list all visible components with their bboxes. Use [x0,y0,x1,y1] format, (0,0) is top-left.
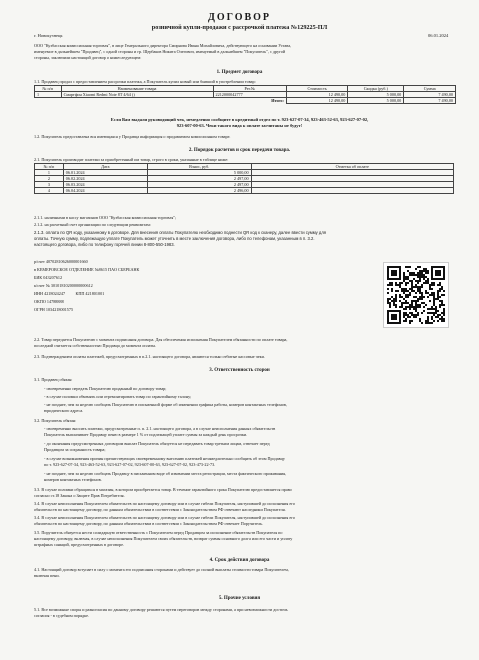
seller-duty: - в случае поломки обменять или отремонтировать товар по гарантийному талону; [44,394,192,399]
seller-duty: - своевременно передать Покупателю проданный по договору товар; [44,386,167,391]
goods-cell: 5 000,00 [348,92,404,98]
goods-col-reg: Рег.№ [213,86,286,92]
buyer-duty: по т. 923-627-07-34, 923-463-52-63, 923-627-07-02, 923-607-00-63, 923-627-07-02, 923-473-22-73. [44,462,216,467]
section1-heading: 1. Предмет договора [216,70,263,75]
section2-p23: 2.3. Подтверждением оплаты платежей, предусмотренных в п.2.1. настоящего договора, являются только отбитые кассовые чеки. [34,354,265,359]
goods-total-cell: 7 490,00 [404,98,456,104]
section3-p34: обязательств по настоящему договору, по данным обязательствам в соответствии с Законодательством РФ отвечает Поручитель. [34,521,264,526]
buyer-duty: Продавцом за сохранность товара; [44,447,106,452]
preamble-line: ООО "Кузбасская комиссионная торговля", в лице Генерального директора Смирнова Ивана Михайловича, действующего на основании Устава, [34,43,292,48]
seller-duty: юридического адреса. [44,408,84,413]
bank-line: ИНН 4218024247 КПП 421801001 [34,291,105,296]
buyer-duty: номеров контактных телефонов. [44,477,102,482]
goods-cell: 2212000042777 [213,92,286,98]
goods-col-name: Наименование товара [61,86,213,92]
goods-col-sum: Сумма [404,86,456,92]
schedule-cell: 2 497,00 [147,176,251,182]
section3-p34: обязательств по настоящему договору, по данным обязательствам в соответствии с Законодательством РФ отвечают наследники Покупателя. [34,507,286,512]
bank-line: в КЕМЕРОВСКОЕ ОТДЕЛЕНИЕ №8615 ПАО СБЕРБАНК [34,267,140,272]
section3-heading: 3. Ответственность сторон [209,368,270,373]
goods-cell: 1 [35,92,62,98]
section3-p34: 3.4. В случае неисполнения Покупателем обязательств по настоящему договору или в случае гибели Покупателя, наступившей до исполнения его [34,515,295,520]
section3-p35: настоящему договору, включая, в случае неисполнения Покупателем своих обязательств, возврат суммы основного долга или его части и уплату [34,536,293,541]
bank-line: БИК 043207612 [34,275,63,280]
buyer-duty: Покупатель выплачивает Продавцу пеню в размере 1 % от подлежащей уплате суммы за каждый день просрочки. [44,432,248,437]
goods-cell: 7 490,00 [404,92,456,98]
section2-heading: 2. Порядок расчетов и срок передачи товара. [188,148,291,153]
section1-p2: 1.2. Покупатель предоставлена вся имеющаяся у Продавца информация о продаваемом комиссионном товаре. [34,134,231,139]
schedule-cell: 1 [35,170,64,176]
section2-p22: 2.2. Товар передается Покупателю с момента подписания договора. Для обеспечения исполнения Покупателем обязанности по оплате товара, [34,337,288,342]
preamble-line: стороны, заключили настоящий договор о нижеследующем: [34,55,142,60]
goods-total-cell: 5 000,00 [348,98,404,104]
schedule-cell: 4 [35,188,64,194]
bank-line: к/счет № 30101810200000000612 [34,283,93,288]
document-title: ДОГОВОР [207,12,272,23]
goods-col-cost: Стоимость [286,86,348,92]
section3-p31: 3.1. Продавец обязан: [34,377,73,382]
goods-total-cell: 12 490,00 [286,98,348,104]
payment-method-line: 2.1.3. оплата по QR коду, указанному в договоре. Для внесения оплаты Покупателю необходимо поднести QR код к сканеру, далее ввести сумму для [34,230,327,235]
goods-cell: 12 490,00 [286,92,348,98]
section1-p1: 1.1. Продавец продал с предоставлением рассрочки платежа, а Покупатель купил новый или бывший в употреблении товар: [34,79,256,84]
goods-col-number: № п/п [35,86,62,92]
goods-cell: Смартфон Xiaomi Redmi Note 8T 4/64 () [61,92,213,98]
payment-qr-code [383,262,449,328]
bank-line: ОКПО 14788888 [34,299,64,304]
schedule-col-number: № п/п [35,164,64,170]
bank-line: р/счет 40702810626000001660 [34,259,88,264]
section2-p22: последний считается собственностью Продавца до момента оплаты. [34,343,157,348]
section4-p: 4.1. Настоящий договор вступает в силу с момента его подписания сторонами и действует до полной выплаты стоимости товара Покупателем, [34,567,289,572]
contract-date: 06.01.2024 [428,33,449,38]
preamble-line: именуемое в дальнейшем "Продавец", с одной стороны и гр. Щербаков Никита Олегович, именуемый в дальнейшем "Покупатель", с другой [34,49,286,54]
section2-p1: 2.1. Покупатель производит платежи за приобретенный им товар, строго в сроки, указанные в таблице ниже: [34,157,229,162]
goods-col-discount: Скидка (руб.) [348,86,404,92]
goods-total-label: Итого: [271,98,284,104]
payment-method-line: 2.1.2. на расчетный счет организации по следующим реквизитам: [34,222,151,227]
schedule-cell [251,188,453,194]
schedule-col-date: Дата [63,164,147,170]
schedule-cell: 06.02.2024 [63,176,147,182]
section4-p: включая пени. [34,573,60,578]
schedule-cell: 06.01.2024 [63,170,147,176]
goods-table [34,85,456,104]
buyer-duty: - своевременно вносить платежи, предусмотренные п. п. 2.1. настоящего договора, а в случае неисполнения данных обязательств [44,426,276,431]
payment-method-line: оплаты. Точную сумму, подлежащую уплате Покупатель может уточнить в месте заключения договора, либо по телефонам, указанным в п. 3.2. [34,236,315,241]
schedule-cell: 2 [35,176,64,182]
section5-p: 5.1. Все возможные споры и разногласия по данному договору решаются путем переговоров между сторонами, а при невозможности достичь [34,607,288,612]
schedule-col-mark: Отметка об оплате [251,164,453,170]
section5-heading: 5. Прочие условия [218,596,261,601]
notice-line: Если Вам выдали руководящий чек, немедленно сообщите в кредитный отдел по т. 923-627-07-34, 923-463-52-63, 923-627-07-02, [110,117,369,122]
schedule-cell: 5 000,00 [147,170,251,176]
section4-heading: 4. Срок действия договора [209,558,270,563]
section3-p34: 3.4. В случае неисполнения Покупателем обязательств по настоящему договору или в случае гибели Покупателя, наступившей до исполнения его [34,501,295,506]
section3-p33: согласно ст.18 Закона о Защите Прав Потребителя. [34,493,125,498]
schedule-cell: 2 496,00 [147,188,251,194]
buyer-duty: - до окончания предусмотренных договором выплат Покупатель обязуется не передавать товар третьим лицам, отвечает перед [44,441,270,446]
section3-p35: штрафных санкций, предусмотренных в договоре. [34,542,125,547]
payment-method-line: настоящего договора, либо по телефону горячей линии 8-800-550-1983. [34,242,175,247]
schedule-cell: 06.03.2024 [63,182,147,188]
payment-schedule-table [34,163,454,194]
document-subtitle: розничной купли-продажи с рассрочкой платежа №129225-ПЛ [151,24,328,31]
payment-method-line: 2.1.1. наличными в кассу магазинов ООО "Кузбасская комиссионная торговля"; [34,215,177,220]
schedule-row [35,188,454,194]
buyer-duty: - не позднее, чем за неделю сообщать Продавцу в письменном виде об изменении места регистрации, места фактического проживания, [44,471,287,476]
schedule-cell: 3 [35,182,64,188]
section3-p35: 3.5. Поручитель обязуется нести солидарную ответственность с Покупателем перед Продавцом за исполнение обязательств Покупателя по [34,530,283,535]
section3-p32: 3.2. Покупатель обязан: [34,418,77,423]
schedule-col-amount: Взнос, руб. [147,164,251,170]
bank-line: ОГРН 1034218001575 [34,307,74,312]
buyer-duty: - в случае возникновения причин препятствующих своевременному внесению платежей незамедлительно сообщить об этом Продавцу [44,456,285,461]
section5-p: согласия - в судебном порядке. [34,613,89,618]
notice-line: 923-607-00-63. Чеки такого вида к оплате засчитаны не будут! [176,123,303,128]
contract-city: г. Новокузнецк [34,33,63,38]
seller-duty: - не позднее, чем за неделю сообщать Покупателю в письменной форме об изменении графика работы, номеров контактных телефонов, [44,402,287,407]
schedule-cell: 06.04.2024 [63,188,147,194]
section3-p33: 3.3. В случае поломки обращаться в магазин, в котором приобретается товар. В течение гарантийного срока Покупателю предоставляется право [34,487,292,492]
schedule-cell: 2 497,00 [147,182,251,188]
goods-total-row [35,98,456,104]
